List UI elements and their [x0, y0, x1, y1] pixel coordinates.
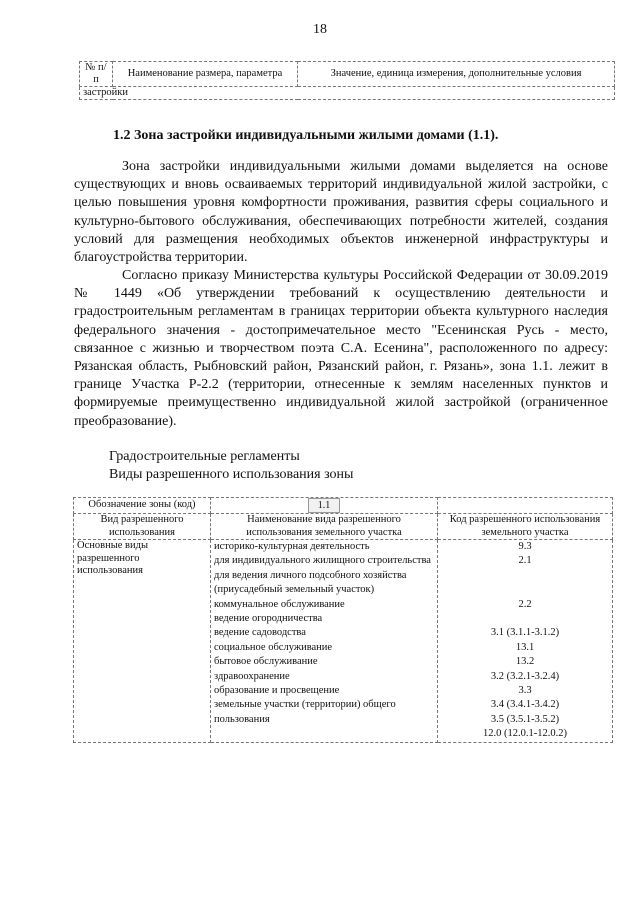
- zone-label-cell: Обозначение зоны (код): [74, 498, 211, 514]
- use-item: для индивидуального жилищного строительства: [214, 555, 431, 567]
- use-item: историко-культурная деятельность: [214, 541, 370, 552]
- col-value-header: Значение, единица измерения, дополнительные условия: [298, 62, 615, 87]
- use-item: ведение огородничества: [214, 613, 323, 625]
- col-number-header: № п/п: [80, 62, 113, 87]
- code-item: 3.1 (3.1.1-3.1.2): [490, 627, 560, 639]
- uses-cell: [211, 540, 438, 743]
- paragraph-1-text: Зона застройки индивидуальными жилыми домами выделяется на основе существующих и вновь осваиваемых территорий индивидуальной жилой застройки, с целью повышения уровня комфортности проживания, развития сферы социального и культурно-бытового обслуживания, обеспечивающих потребности жителей, создания условий для размещения необходимых объектов инженерной инфраструктуры и благоустройства территории.: [74, 159, 608, 266]
- continuation-cell: застройки: [80, 87, 615, 100]
- continuation-table: [79, 61, 615, 100]
- use-item: земельные участки (территории) общего пользования: [214, 699, 396, 725]
- subheading-regulations: Градостроительные регламенты: [109, 449, 300, 464]
- zone-empty-cell: [438, 498, 613, 514]
- code-item: 9.3: [518, 541, 532, 552]
- header-use-name: Наименование вида разрешенного использования земельного участка: [211, 514, 438, 540]
- code-item: 2.2: [518, 598, 532, 610]
- code-item: 13.1: [515, 641, 535, 653]
- header-use-kind: Вид разрешенного использования: [74, 514, 211, 540]
- use-item: ведение садоводства: [214, 627, 306, 639]
- code-item: 12.0 (12.0.1-12.0.2): [483, 728, 567, 740]
- code-item: 3.4 (3.4.1-3.4.2): [490, 699, 560, 711]
- use-item: для ведения личного подсобного хозяйства (приусадебный земельный участок): [214, 569, 407, 596]
- zone-code-box: 1.1: [308, 498, 340, 513]
- code-item: 2.1: [518, 555, 532, 567]
- code-item: 3.5 (3.5.1-3.5.2): [490, 713, 560, 725]
- subheading-use-types: Виды разрешенного использования зоны: [109, 467, 354, 482]
- paragraph-2-text: Согласно приказу Министерства культуры Российской Федерации от 30.09.2019 № 1449 «Об утверждении требований к осуществлению деятельности и градостроительным регламентам в границах территории объекта культурного наследия федерального значения - достопримечательное место "Есенинская Русь - место, связанное с жизнью и творчеством поэта С.А. Есенина", расположенного по адресу: Рязанская область, Рыбновский район, Рязанский район, г. Рязань», зона 1.1. лежит в границе Участка Р-2.2 (территории, отнесенные к землям населенных пунктов и формируемые преимущественно индивидуальной жилой застройкой (ограниченное преобразование).: [74, 268, 608, 429]
- use-item: социальное обслуживание: [214, 641, 333, 653]
- use-item: бытовое обслуживание: [214, 656, 318, 668]
- paragraph-2: [74, 267, 608, 431]
- zone-code-cell: [211, 498, 438, 514]
- col-parameter-header: Наименование размера, параметра: [113, 62, 298, 87]
- codes-cell: [438, 540, 613, 743]
- paragraph-1: [74, 158, 608, 267]
- page-number: 18: [313, 22, 327, 37]
- code-item: 3.3: [518, 685, 532, 696]
- category-cell: Основные виды разрешенного использования: [74, 540, 211, 743]
- code-item: 13.2: [515, 656, 535, 668]
- header-use-code: Код разрешенного использования земельного участка: [438, 514, 613, 540]
- permitted-use-table: [73, 497, 613, 743]
- use-item: образование и просвещение: [214, 685, 340, 697]
- code-item: 3.2 (3.2.1-3.2.4): [490, 670, 560, 682]
- use-item: коммунальное обслуживание: [214, 598, 345, 610]
- section-heading: 1.2 Зона застройки индивидуальными жилыми домами (1.1).: [113, 128, 499, 143]
- use-item: здравоохранение: [214, 670, 290, 682]
